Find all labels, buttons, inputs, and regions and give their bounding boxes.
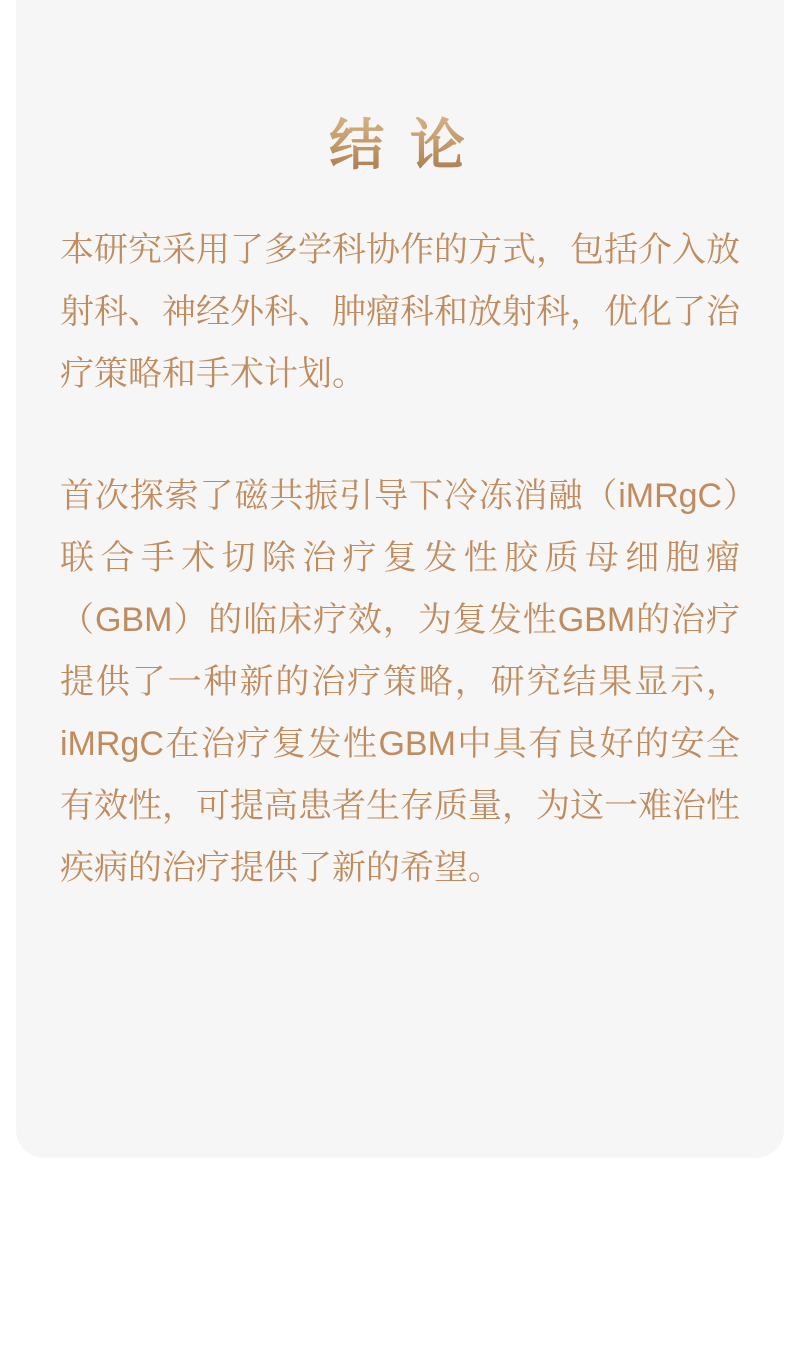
page-title: 结 论	[60, 116, 740, 176]
paragraph: 首次探索了磁共振引导下冷冻消融（iMRgC）联合手术切除治疗复发性胶质母细胞瘤（GBM）的临床疗效，为复发性GBM的治疗提供了一种新的治疗策略，研究结果显示，iMRgC在治疗复发性GBM中具有良好的安全有效性，可提高患者生存质量，为这一难治性疾病的治疗提供了新的希望。	[60, 477, 740, 887]
conclusion-card	[16, 0, 784, 1158]
paragraph: 本研究采用了多学科协作的方式，包括介入放射科、神经外科、肿瘤科和放射科，优化了治疗策略和手术计划。	[60, 231, 740, 393]
conclusion-body	[60, 219, 740, 899]
